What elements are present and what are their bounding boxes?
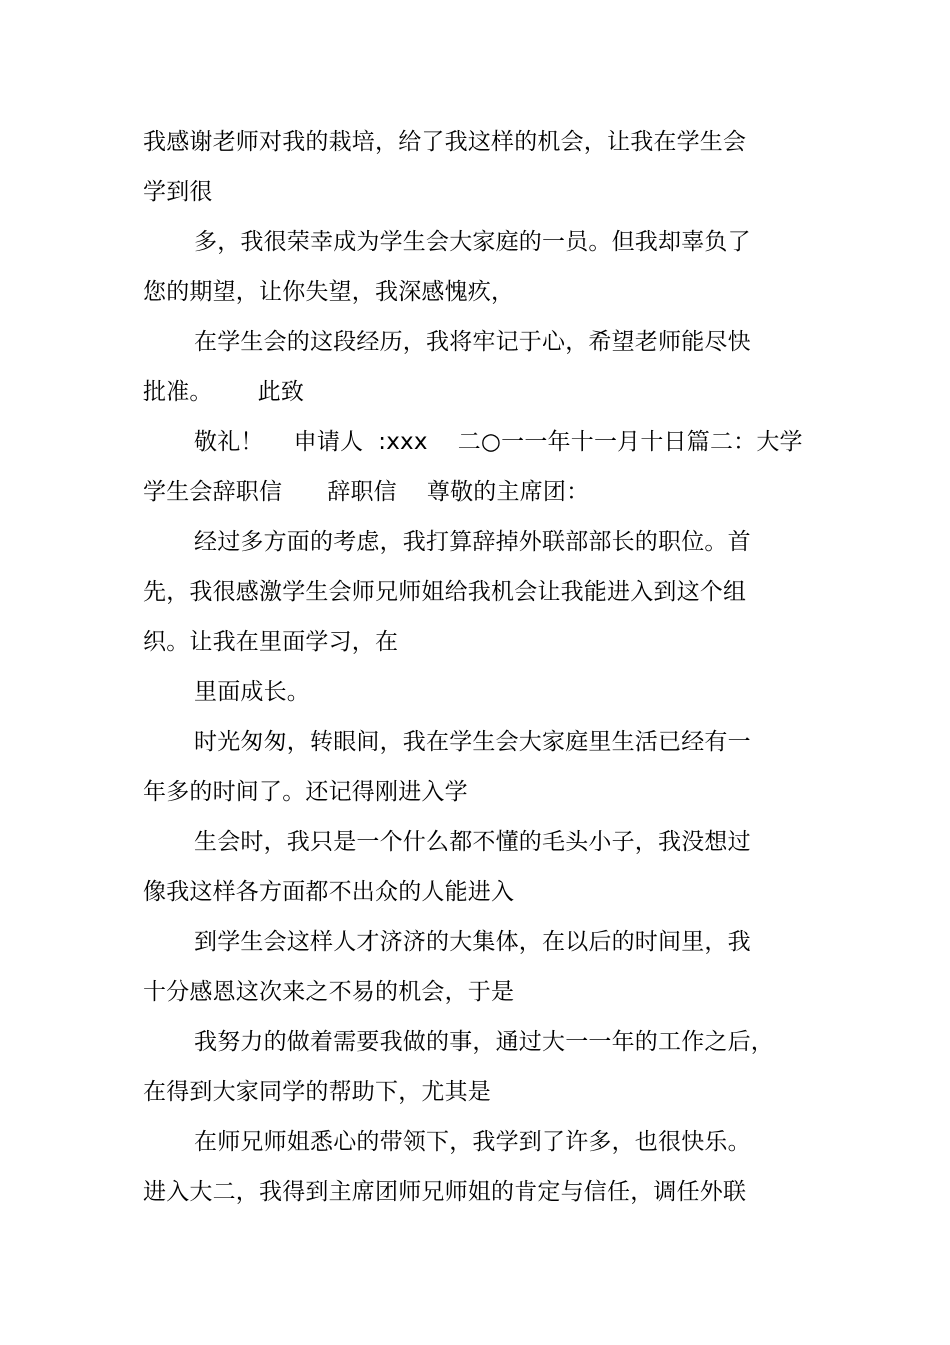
text-line: 经过多方面的考虑，我打算辞掉外联部部长的职位。首	[194, 529, 751, 555]
text-line: 我努力的做着需要我做的事，通过大一一年的工作之后，	[194, 1029, 774, 1055]
text-line: 学到很	[143, 179, 213, 205]
text-line: 年多的时间了。还记得刚进入学	[143, 779, 468, 805]
text-line: 我感谢老师对我的栽培，给了我这样的机会，让我在学生会	[143, 129, 747, 155]
text-line: 先，我很感激学生会师兄师姐给我机会让我能进入到这个组	[143, 579, 747, 605]
text-line: 批准。 此致	[143, 379, 305, 405]
text-line: 在师兄师姐悉心的带领下，我学到了许多，也很快乐。	[194, 1129, 751, 1155]
text-line: 十分感恩这次来之不易的机会，于是	[143, 979, 515, 1005]
text-line: 像我这样各方面都不出众的人能进入	[143, 879, 515, 905]
text-line: 到学生会这样人才济济的大集体，在以后的时间里，我	[194, 929, 751, 955]
text-line: 里面成长。	[194, 679, 310, 705]
text-line: 生会时，我只是一个什么都不懂的毛头小子，我没想过	[194, 829, 751, 855]
text-line: 在学生会的这段经历，我将牢记于心，希望老师能尽快	[194, 329, 751, 355]
text-line: 织。让我在里面学习，在	[143, 629, 399, 655]
text-line: 进入大二，我得到主席团师兄师姐的肯定与信任，调任外联	[143, 1179, 747, 1205]
text-line: 多，我很荣幸成为学生会大家庭的一员。但我却辜负了	[194, 229, 751, 255]
text-line: 敬礼！ 申请人 :xxx 二○一一年十一月十日篇二：大学	[194, 429, 803, 455]
text-line: 时光匆匆，转眼间，我在学生会大家庭里生活已经有一	[194, 729, 751, 755]
text-line: 在得到大家同学的帮助下，尤其是	[143, 1079, 491, 1105]
text-line: 学生会辞职信 辞职信 尊敬的主席团：	[143, 479, 590, 505]
text-line: 您的期望，让你失望，我深感愧疚，	[143, 279, 515, 305]
